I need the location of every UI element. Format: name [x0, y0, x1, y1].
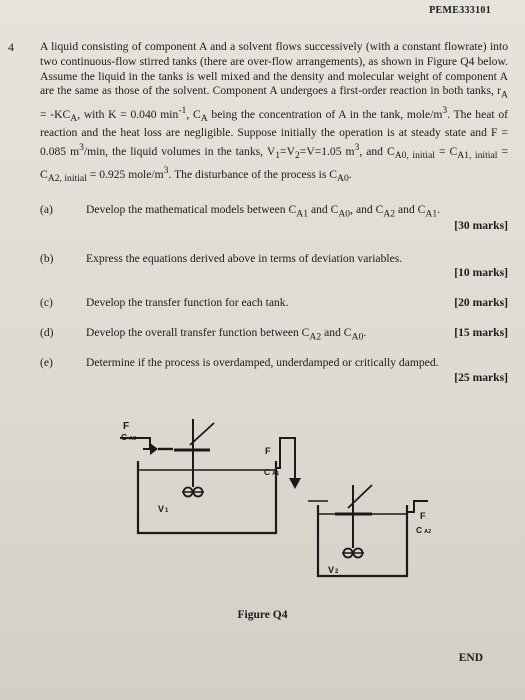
part-marks: [10 marks] — [454, 266, 508, 279]
label-f-mid: F — [265, 446, 271, 456]
label-v2: V2 — [328, 565, 339, 575]
stirrer-2-slash — [348, 485, 372, 508]
part-e — [40, 356, 508, 388]
label-ca2: C A2 — [416, 525, 432, 535]
label-v1: V1 — [158, 504, 169, 514]
part-text: Develop the mathematical models between $C_{A1}$ and $C_{A0}$, and $C_{A2}$ and $C_{A1}$. — [86, 203, 441, 220]
part-marks: [20 marks] — [454, 296, 508, 309]
part-label: (c) — [40, 296, 53, 309]
part-label: (d) — [40, 326, 54, 339]
label-ca1: C A1 — [264, 467, 280, 477]
part-text: Determine if the process is overdamped, underdamped or critically damped. — [86, 356, 439, 369]
part-marks: [30 marks] — [454, 219, 508, 232]
label-f-in: F — [123, 421, 130, 432]
tank-1 — [138, 461, 276, 533]
part-label: (a) — [40, 203, 53, 216]
inlet-arrow-icon — [150, 443, 158, 455]
figure-caption: Figure Q4 — [237, 609, 288, 621]
question-number: 4 — [8, 40, 14, 54]
part-label: (b) — [40, 252, 54, 265]
label-ca0: C A0 — [121, 432, 137, 442]
part-text: Develop the transfer function for each tank. — [86, 296, 289, 309]
end-marker: END — [458, 652, 483, 664]
part-text: Express the equations derived above in terms of deviation variables. — [86, 252, 403, 265]
question-stem: A liquid consisting of component A and a solvent flows successively (with a constant flowrate) into two continuous-flow stirred tanks (there are over-flow arrangements), as shown in Figure Q4 below. Assume the liquid in the tanks is well mixed and the density and molecular weight of component A are the same as those of the solvent. Component A undergoes a first-order reaction in both tanks, $r_A = -KC_A$, with K = 0.040 $\min^{-1}$, $C_A$ being the concentration of A in the tank, mole/$m^3$. The heat of reaction and the heat loss are negligible. Suppose initially the operation is at steady state and F = 0.085 $m^3/\min$, the liquid volumes in the tanks, $V_1=V_2=V=1.05$ $m^3$, and $C_{A0, initial} = C_{A1, initial} = C_{A2, initial} = 0.925$ mole/$m^3$. The disturbance of the process is $C_{A0}$. — [40, 40, 508, 185]
label-f-out: F — [420, 511, 426, 521]
part-d — [40, 326, 508, 342]
figure-q4-diagram — [110, 405, 430, 610]
part-a — [40, 203, 508, 235]
part-marks: [25 marks] — [454, 371, 508, 384]
part-text: Develop the overall transfer function between $C_{A2}$ and $C_{A0}$. — [86, 326, 367, 343]
part-marks: [15 marks] — [454, 326, 508, 339]
part-c — [40, 296, 508, 312]
paper-code: PEME333101 — [429, 5, 491, 16]
part-label: (e) — [40, 356, 53, 369]
part-b — [40, 252, 508, 284]
overflow-arrow-1-icon — [289, 478, 301, 489]
